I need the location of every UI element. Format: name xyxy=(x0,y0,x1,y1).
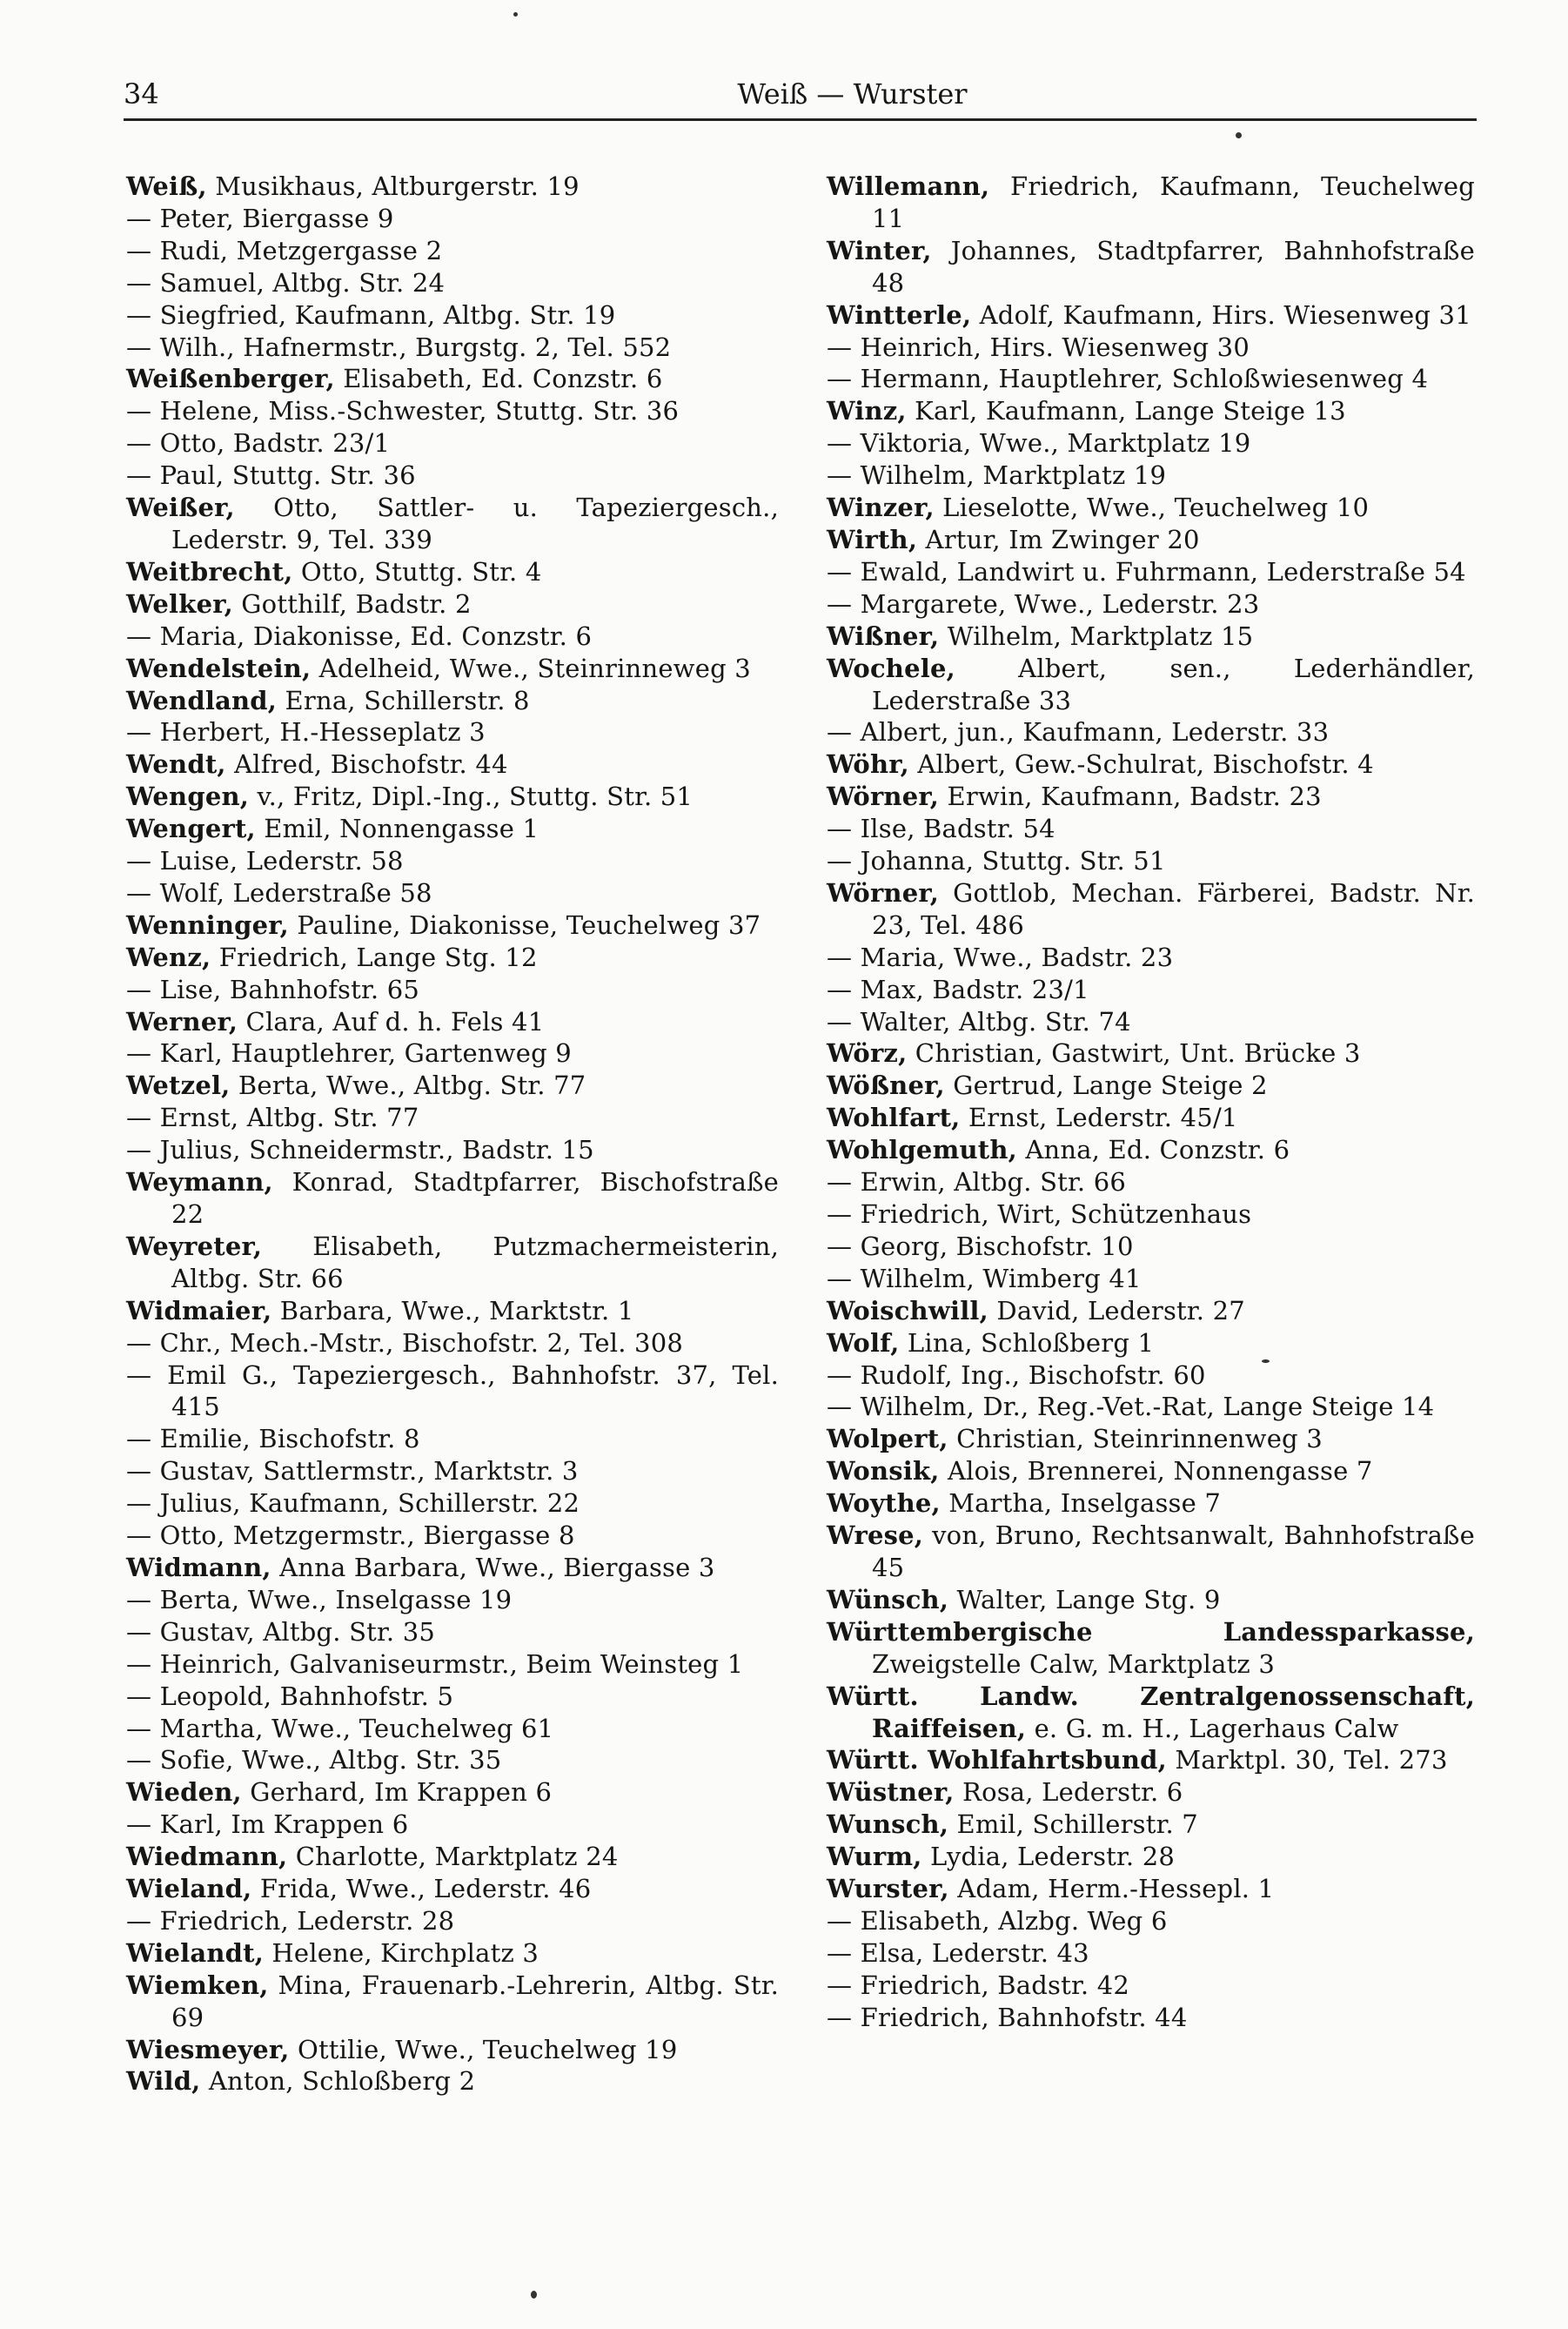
entry-surname: Wendt, xyxy=(126,749,226,780)
entry-surname: Wurster, xyxy=(827,1874,949,1904)
directory-entry xyxy=(126,1873,779,1905)
directory-entry xyxy=(827,1391,1475,1423)
entry-details: Konrad, Stadtpfarrer, Bischofstraße 22 xyxy=(171,1167,779,1229)
entry-details: — Viktoria, Wwe., Marktplatz 19 xyxy=(827,428,1251,459)
entry-details: — Emil G., Tapeziergesch., Bahnhofstr. 37, Tel. 415 xyxy=(126,1359,779,1422)
directory-entry xyxy=(126,748,779,781)
entry-details: — Chr., Mech.-Mstr., Bischofstr. 2, Tel. 308 xyxy=(126,1327,684,1358)
entry-details: — Wilh., Hafnermstr., Burgstg. 2, Tel. 552 xyxy=(126,332,672,362)
directory-entry xyxy=(126,1006,779,1038)
entry-surname: Wetzel, xyxy=(126,1071,231,1101)
directory-entry xyxy=(126,942,779,974)
right-column xyxy=(827,171,1475,2034)
directory-entry xyxy=(827,653,1475,717)
directory-entry xyxy=(126,1359,779,1424)
directory-entry xyxy=(827,1198,1475,1231)
entry-surname: Wengen, xyxy=(126,782,250,812)
entry-details: Erwin, Kaufmann, Badstr. 23 xyxy=(939,782,1322,812)
directory-entry xyxy=(827,1487,1475,1520)
entry-details: Lieselotte, Wwe., Teuchelweg 10 xyxy=(934,493,1370,523)
entry-details: — Wilhelm, Dr., Reg.-Vet.-Rat, Lange Steige 14 xyxy=(827,1392,1435,1422)
entry-details: Gottlob, Mechan. Färberei, Badstr. Nr. 23, Tel. 486 xyxy=(872,877,1475,940)
entry-details: — Gustav, Altbg. Str. 35 xyxy=(126,1616,436,1647)
entry-details: Walter, Lange Stg. 9 xyxy=(948,1584,1221,1614)
entry-details: — Friedrich, Bahnhofstr. 44 xyxy=(827,2002,1188,2032)
directory-entry xyxy=(827,942,1475,974)
entry-surname: Wirth, xyxy=(827,524,918,554)
entry-surname: Wolf, xyxy=(827,1327,900,1358)
entry-surname: Wintterle, xyxy=(827,299,972,330)
entry-surname: Weitbrecht, xyxy=(126,556,293,587)
entry-surname: Werner, xyxy=(126,1006,238,1037)
directory-entry xyxy=(126,1487,779,1520)
entry-details: — Julius, Kaufmann, Schillerstr. 22 xyxy=(126,1488,580,1519)
entry-details: — Rudolf, Ing., Bischofstr. 60 xyxy=(827,1359,1206,1390)
directory-entry xyxy=(827,1423,1475,1455)
entry-surname: Wörner, xyxy=(827,782,940,812)
entry-details: Alfred, Bischofstr. 44 xyxy=(225,749,508,780)
directory-entry xyxy=(126,1905,779,1937)
directory-entry xyxy=(827,235,1475,299)
entry-details: — Helene, Miss.-Schwester, Stuttg. Str. 36 xyxy=(126,396,680,426)
entry-details: Karl, Kaufmann, Lange Steige 13 xyxy=(906,396,1346,426)
entry-surname: Wieden, xyxy=(126,1777,242,1808)
directory-entry xyxy=(126,1937,779,1970)
entry-surname: Woythe, xyxy=(827,1488,941,1519)
entry-surname: Wild, xyxy=(126,2066,201,2097)
entry-details: — Luise, Lederstr. 58 xyxy=(126,846,404,876)
entry-details: — Otto, Metzgermstr., Biergasse 8 xyxy=(126,1520,575,1551)
directory-entry xyxy=(126,1776,779,1809)
entry-surname: Wiedmann, xyxy=(126,1842,288,1872)
entry-surname: Wößner, xyxy=(827,1071,945,1101)
entry-details: — Erwin, Altbg. Str. 66 xyxy=(827,1167,1127,1198)
directory-entry xyxy=(827,1520,1475,1584)
entry-details: — Ilse, Badstr. 54 xyxy=(827,814,1055,844)
directory-entry xyxy=(126,588,779,621)
directory-entry xyxy=(126,845,779,877)
entry-details: — Friedrich, Lederstr. 28 xyxy=(126,1905,455,1936)
entry-surname: Widmaier, xyxy=(126,1295,272,1326)
directory-entry xyxy=(827,877,1475,942)
page-number: 34 xyxy=(124,77,159,111)
entry-surname: Wohlgemuth, xyxy=(827,1135,1017,1165)
directory-entry xyxy=(827,621,1475,653)
entry-details: — Sofie, Wwe., Altbg. Str. 35 xyxy=(126,1745,502,1775)
entry-details: Christian, Gastwirt, Unt. Brücke 3 xyxy=(907,1038,1361,1069)
directory-entry xyxy=(126,235,779,267)
directory-entry xyxy=(827,524,1475,556)
directory-entry xyxy=(827,1006,1475,1038)
entry-surname: Wendelstein, xyxy=(126,653,312,683)
entry-surname: Wendland, xyxy=(126,685,278,715)
entry-details: — Maria, Diakonisse, Ed. Conzstr. 6 xyxy=(126,621,593,651)
entry-details: Rosa, Lederstr. 6 xyxy=(954,1777,1183,1808)
entry-surname: Wenz, xyxy=(126,942,211,972)
directory-entry xyxy=(126,1552,779,1584)
entry-details: — Albert, jun., Kaufmann, Lederstr. 33 xyxy=(827,717,1330,748)
directory-entry xyxy=(827,748,1475,781)
entry-details: Marktpl. 30, Tel. 273 xyxy=(1166,1745,1448,1775)
entry-details: Christian, Steinrinnenweg 3 xyxy=(948,1424,1323,1454)
entry-surname: Wonsik, xyxy=(827,1456,940,1487)
entry-surname: Wörz, xyxy=(827,1038,908,1069)
directory-entry xyxy=(827,1937,1475,1970)
entry-surname: Welker, xyxy=(126,588,233,619)
directory-entry xyxy=(126,363,779,395)
directory-entry xyxy=(126,974,779,1006)
directory-entry xyxy=(827,1263,1475,1295)
entry-details: — Friedrich, Wirt, Schützenhaus xyxy=(827,1199,1252,1229)
directory-entry xyxy=(827,427,1475,460)
entry-details: Helene, Kirchplatz 3 xyxy=(264,1937,539,1968)
entry-details: — Heinrich, Hirs. Wiesenweg 30 xyxy=(827,332,1250,362)
entry-details: — Leopold, Bahnhofstr. 5 xyxy=(126,1681,454,1711)
entry-surname: Wißner, xyxy=(827,621,940,651)
entry-surname: Wohlfart, xyxy=(827,1103,961,1133)
entry-surname: Weyreter, xyxy=(126,1231,263,1261)
entry-details: — Elsa, Lederstr. 43 xyxy=(827,1937,1089,1968)
entry-details: Albert, Gew.-Schulrat, Bischofstr. 4 xyxy=(908,749,1374,780)
directory-entry xyxy=(827,845,1475,877)
directory-entry xyxy=(827,1166,1475,1198)
directory-entry xyxy=(827,556,1475,588)
entry-details: — Johanna, Stuttg. Str. 51 xyxy=(827,846,1166,876)
entry-details: — Wolf, Lederstraße 58 xyxy=(126,877,432,908)
entry-details: Anna, Ed. Conzstr. 6 xyxy=(1016,1135,1290,1165)
directory-entry xyxy=(126,299,779,332)
directory-entry xyxy=(126,1970,779,2034)
directory-entry xyxy=(827,813,1475,845)
entry-surname: Wüstner, xyxy=(827,1777,955,1808)
directory-entry xyxy=(827,1295,1475,1327)
entry-surname: Wiemken, xyxy=(126,1970,269,2000)
entry-details: Zweigstelle Calw, Marktplatz 3 xyxy=(872,1648,1275,1679)
entry-details: Ottilie, Wwe., Teuchelweg 19 xyxy=(289,2034,678,2064)
entry-surname: Wurm, xyxy=(827,1842,922,1872)
entry-details: Johannes, Stadtpfarrer, Bahnhofstraße 48 xyxy=(872,235,1475,298)
entry-details: — Maria, Wwe., Badstr. 23 xyxy=(827,942,1174,972)
entry-details: Anna Barbara, Wwe., Biergasse 3 xyxy=(271,1552,715,1582)
directory-entry xyxy=(126,2065,779,2097)
directory-entry xyxy=(827,1776,1475,1809)
directory-entry xyxy=(827,588,1475,621)
directory-entry xyxy=(126,1455,779,1487)
left-column xyxy=(126,171,779,2097)
directory-entry xyxy=(126,203,779,235)
directory-entry xyxy=(126,813,779,845)
directory-entry xyxy=(126,1584,779,1616)
entry-details: — Peter, Biergasse 9 xyxy=(126,203,394,233)
directory-entry xyxy=(827,1584,1475,1616)
directory-entry xyxy=(126,267,779,299)
directory-entry xyxy=(126,1616,779,1648)
directory-entry xyxy=(827,781,1475,813)
entry-details: v., Fritz, Dipl.-Ing., Stuttg. Str. 51 xyxy=(249,782,694,812)
directory-entry xyxy=(827,1070,1475,1102)
entry-details: Martha, Inselgasse 7 xyxy=(940,1488,1222,1519)
running-head: Weiß — Wurster xyxy=(737,77,968,111)
entry-details: Charlotte, Marktplatz 24 xyxy=(287,1842,619,1872)
directory-entry xyxy=(126,1327,779,1359)
entry-surname: Willemann, xyxy=(827,171,990,201)
directory-entry xyxy=(126,1037,779,1070)
entry-details: Clara, Auf d. h. Fels 41 xyxy=(238,1006,545,1037)
entry-details: — Herbert, H.-Hesseplatz 3 xyxy=(126,717,486,748)
entry-details: — Siegfried, Kaufmann, Altbg. Str. 19 xyxy=(126,299,616,330)
entry-surname: Wiesmeyer, xyxy=(126,2034,290,2064)
directory-entry xyxy=(126,1295,779,1327)
directory-entry xyxy=(126,556,779,588)
entry-details: Musikhaus, Altburgerstr. 19 xyxy=(206,171,580,201)
entry-details: Emil, Nonnengasse 1 xyxy=(255,814,539,844)
entry-surname: Wolpert, xyxy=(827,1424,948,1454)
entry-surname: Winzer, xyxy=(827,493,935,523)
entry-surname: Württembergische Landessparkasse, xyxy=(827,1616,1475,1647)
directory-entry xyxy=(126,171,779,203)
entry-details: — Hermann, Hauptlehrer, Schloßwiesenweg 4 xyxy=(827,364,1429,394)
directory-entry xyxy=(126,781,779,813)
entry-details: Elisabeth, Putzmachermeisterin, Altbg. Str. 66 xyxy=(171,1231,779,1293)
entry-surname: Weymann, xyxy=(126,1167,273,1198)
directory-entry xyxy=(827,1905,1475,1937)
directory-entry xyxy=(126,1648,779,1681)
entry-details: Mina, Frauenarb.-Lehrerin, Altbg. Str. 69 xyxy=(171,1970,779,2032)
entry-details: — Heinrich, Galvaniseurmstr., Beim Weinsteg 1 xyxy=(126,1648,744,1679)
entry-details: — Elisabeth, Alzbg. Weg 6 xyxy=(827,1905,1168,1936)
entry-details: — Walter, Altbg. Str. 74 xyxy=(827,1006,1131,1037)
directory-entry xyxy=(827,1037,1475,1070)
entry-details: Erna, Schillerstr. 8 xyxy=(277,685,530,715)
directory-entry xyxy=(126,1520,779,1552)
directory-entry xyxy=(126,1423,779,1455)
entry-details: Adam, Herm.-Hessepl. 1 xyxy=(948,1874,1275,1904)
entry-details: — Paul, Stuttg. Str. 36 xyxy=(126,460,416,491)
directory-entry xyxy=(126,395,779,427)
entry-details: Anton, Schloßberg 2 xyxy=(200,2066,476,2097)
directory-entry xyxy=(827,1809,1475,1841)
entry-details: Albert, sen., Lederhändler, Lederstraße 33 xyxy=(872,653,1475,715)
entry-details: Berta, Wwe., Altbg. Str. 77 xyxy=(230,1071,586,1101)
directory-entry xyxy=(827,1359,1475,1392)
entry-surname: Weißenberger, xyxy=(126,364,335,394)
entry-details: — Gustav, Sattlermstr., Marktstr. 3 xyxy=(126,1456,579,1487)
entry-surname: Wünsch, xyxy=(827,1584,949,1614)
entry-surname: Wieland, xyxy=(126,1874,252,1904)
directory-entry xyxy=(827,492,1475,524)
entry-details: Lydia, Lederstr. 28 xyxy=(921,1842,1176,1872)
entry-details: — Samuel, Altbg. Str. 24 xyxy=(126,267,446,298)
entry-details: — Margarete, Wwe., Lederstr. 23 xyxy=(827,588,1260,619)
directory-entry xyxy=(126,1681,779,1713)
entry-surname: Wochele, xyxy=(827,653,955,683)
directory-entry xyxy=(126,1070,779,1102)
entry-surname: Wörner, xyxy=(827,877,940,908)
directory-entry xyxy=(827,1231,1475,1263)
directory-entry xyxy=(827,1102,1475,1134)
entry-surname: Württ. Wohlfahrtsbund, xyxy=(827,1745,1167,1775)
directory-entry xyxy=(126,685,779,717)
directory-entry xyxy=(827,1616,1475,1681)
entry-surname: Wrese, xyxy=(827,1520,924,1551)
print-speck xyxy=(1262,1359,1270,1363)
entry-surname: Wöhr, xyxy=(827,749,909,780)
entry-surname: Winter, xyxy=(827,235,932,265)
entry-details: Otto, Sattler- u. Tapeziergesch., Lederstr. 9, Tel. 339 xyxy=(171,493,779,554)
entry-details: — Martha, Wwe., Teuchelweg 61 xyxy=(126,1713,554,1743)
entry-surname: Winz, xyxy=(827,396,907,426)
entry-surname: Widmann, xyxy=(126,1552,271,1582)
directory-entry xyxy=(126,1102,779,1134)
entry-details: Artur, Im Zwinger 20 xyxy=(917,524,1200,554)
entry-details: Wilhelm, Marktplatz 15 xyxy=(939,621,1254,651)
entry-surname: Wunsch, xyxy=(827,1809,949,1840)
directory-entry xyxy=(126,492,779,556)
entry-details: — Rudi, Metzgergasse 2 xyxy=(126,235,443,265)
entry-details: — Karl, Hauptlehrer, Gartenweg 9 xyxy=(126,1038,572,1069)
header-rule xyxy=(124,118,1477,121)
directory-entry xyxy=(827,1134,1475,1166)
directory-entry xyxy=(126,1744,779,1776)
entry-details: Barbara, Wwe., Marktstr. 1 xyxy=(271,1295,634,1326)
entry-details: Frida, Wwe., Lederstr. 46 xyxy=(251,1874,592,1904)
entry-details: — Berta, Wwe., Inselgasse 19 xyxy=(126,1584,513,1614)
entry-surname: Weiß, xyxy=(126,171,207,201)
entry-details: Friedrich, Lange Stg. 12 xyxy=(211,942,538,972)
entry-details: Elisabeth, Ed. Conzstr. 6 xyxy=(334,364,663,394)
directory-entry xyxy=(827,332,1475,364)
entry-details: David, Lederstr. 27 xyxy=(988,1295,1245,1326)
directory-entry xyxy=(827,974,1475,1006)
entry-details: — Ewald, Landwirt u. Fuhrmann, Lederstraße 54 xyxy=(827,556,1466,587)
directory-entry xyxy=(126,621,779,653)
directory-entry xyxy=(126,909,779,942)
directory-entry xyxy=(827,171,1475,235)
entry-details: — Emilie, Bischofstr. 8 xyxy=(126,1424,420,1454)
entry-surname: Wengert, xyxy=(126,814,256,844)
entry-details: e. G. m. H., Lagerhaus Calw xyxy=(1026,1713,1399,1743)
entry-details: — Friedrich, Badstr. 42 xyxy=(827,1970,1130,2000)
entry-surname: Weißer, xyxy=(126,493,235,523)
entry-details: von, Bruno, Rechtsanwalt, Bahnhofstraße 45 xyxy=(872,1520,1475,1582)
entry-details: — Wilhelm, Wimberg 41 xyxy=(827,1263,1142,1293)
entry-details: — Karl, Im Krappen 6 xyxy=(126,1809,409,1840)
entry-details: Gertrud, Lange Steige 2 xyxy=(944,1071,1268,1101)
entry-details: Pauline, Diakonisse, Teuchelweg 37 xyxy=(288,909,761,940)
directory-entry xyxy=(827,460,1475,492)
directory-entry xyxy=(827,1873,1475,1905)
directory-entry xyxy=(126,716,779,748)
directory-entry xyxy=(126,1841,779,1873)
directory-entry xyxy=(126,1166,779,1231)
directory-entry xyxy=(827,395,1475,427)
directory-entry xyxy=(827,1455,1475,1487)
directory-entry xyxy=(827,1841,1475,1873)
entry-surname: Woischwill, xyxy=(827,1295,988,1326)
directory-entry xyxy=(827,363,1475,395)
entry-details: Friedrich, Kaufmann, Teuchelweg 11 xyxy=(872,171,1475,233)
directory-entry xyxy=(827,2002,1475,2034)
entry-details: — Georg, Bischofstr. 10 xyxy=(827,1231,1134,1261)
entry-details: Adelheid, Wwe., Steinrinneweg 3 xyxy=(311,653,751,683)
directory-entry xyxy=(126,427,779,460)
entry-details: — Wilhelm, Marktplatz 19 xyxy=(827,460,1167,491)
entry-details: — Ernst, Altbg. Str. 77 xyxy=(126,1103,419,1133)
entry-details: Lina, Schloßberg 1 xyxy=(899,1327,1155,1358)
directory-entry xyxy=(827,716,1475,748)
entry-details: Emil, Schillerstr. 7 xyxy=(948,1809,1198,1840)
directory-entry xyxy=(827,1327,1475,1359)
entry-surname: Wielandt, xyxy=(126,1937,264,1968)
entry-details: Alois, Brennerei, Nonnengasse 7 xyxy=(939,1456,1373,1487)
entry-details: — Julius, Schneidermstr., Badstr. 15 xyxy=(126,1135,594,1165)
entry-details: Gerhard, Im Krappen 6 xyxy=(241,1777,553,1808)
directory-entry xyxy=(126,1713,779,1745)
entry-details: Adolf, Kaufmann, Hirs. Wiesenweg 31 xyxy=(971,299,1471,330)
directory-entry xyxy=(126,877,779,909)
print-speck xyxy=(1236,132,1242,138)
directory-entry xyxy=(827,299,1475,332)
entry-details: — Lise, Bahnhofstr. 65 xyxy=(126,974,420,1004)
entry-details: Otto, Stuttg. Str. 4 xyxy=(292,556,542,587)
print-speck xyxy=(513,12,518,17)
page-header xyxy=(124,71,1477,117)
entry-surname: Württ. Landw. Zentralgenossenschaft, Raiffeisen, xyxy=(827,1681,1475,1743)
print-speck xyxy=(531,2291,537,2299)
entry-details: — Max, Badstr. 23/1 xyxy=(827,974,1089,1004)
directory-entry xyxy=(126,1809,779,1841)
entry-details: — Otto, Badstr. 23/1 xyxy=(126,428,391,459)
directory-entry xyxy=(126,460,779,492)
directory-entry xyxy=(827,1970,1475,2002)
directory-entry xyxy=(827,1681,1475,1745)
directory-entry xyxy=(126,2034,779,2066)
directory-entry xyxy=(126,1134,779,1166)
directory-entry xyxy=(827,1744,1475,1776)
entry-details: Gotthilf, Badstr. 2 xyxy=(232,588,472,619)
entry-details: Ernst, Lederstr. 45/1 xyxy=(960,1103,1238,1133)
directory-entry xyxy=(126,1231,779,1295)
entry-surname: Wenninger, xyxy=(126,909,289,940)
directory-entry xyxy=(126,332,779,364)
directory-entry xyxy=(126,653,779,685)
